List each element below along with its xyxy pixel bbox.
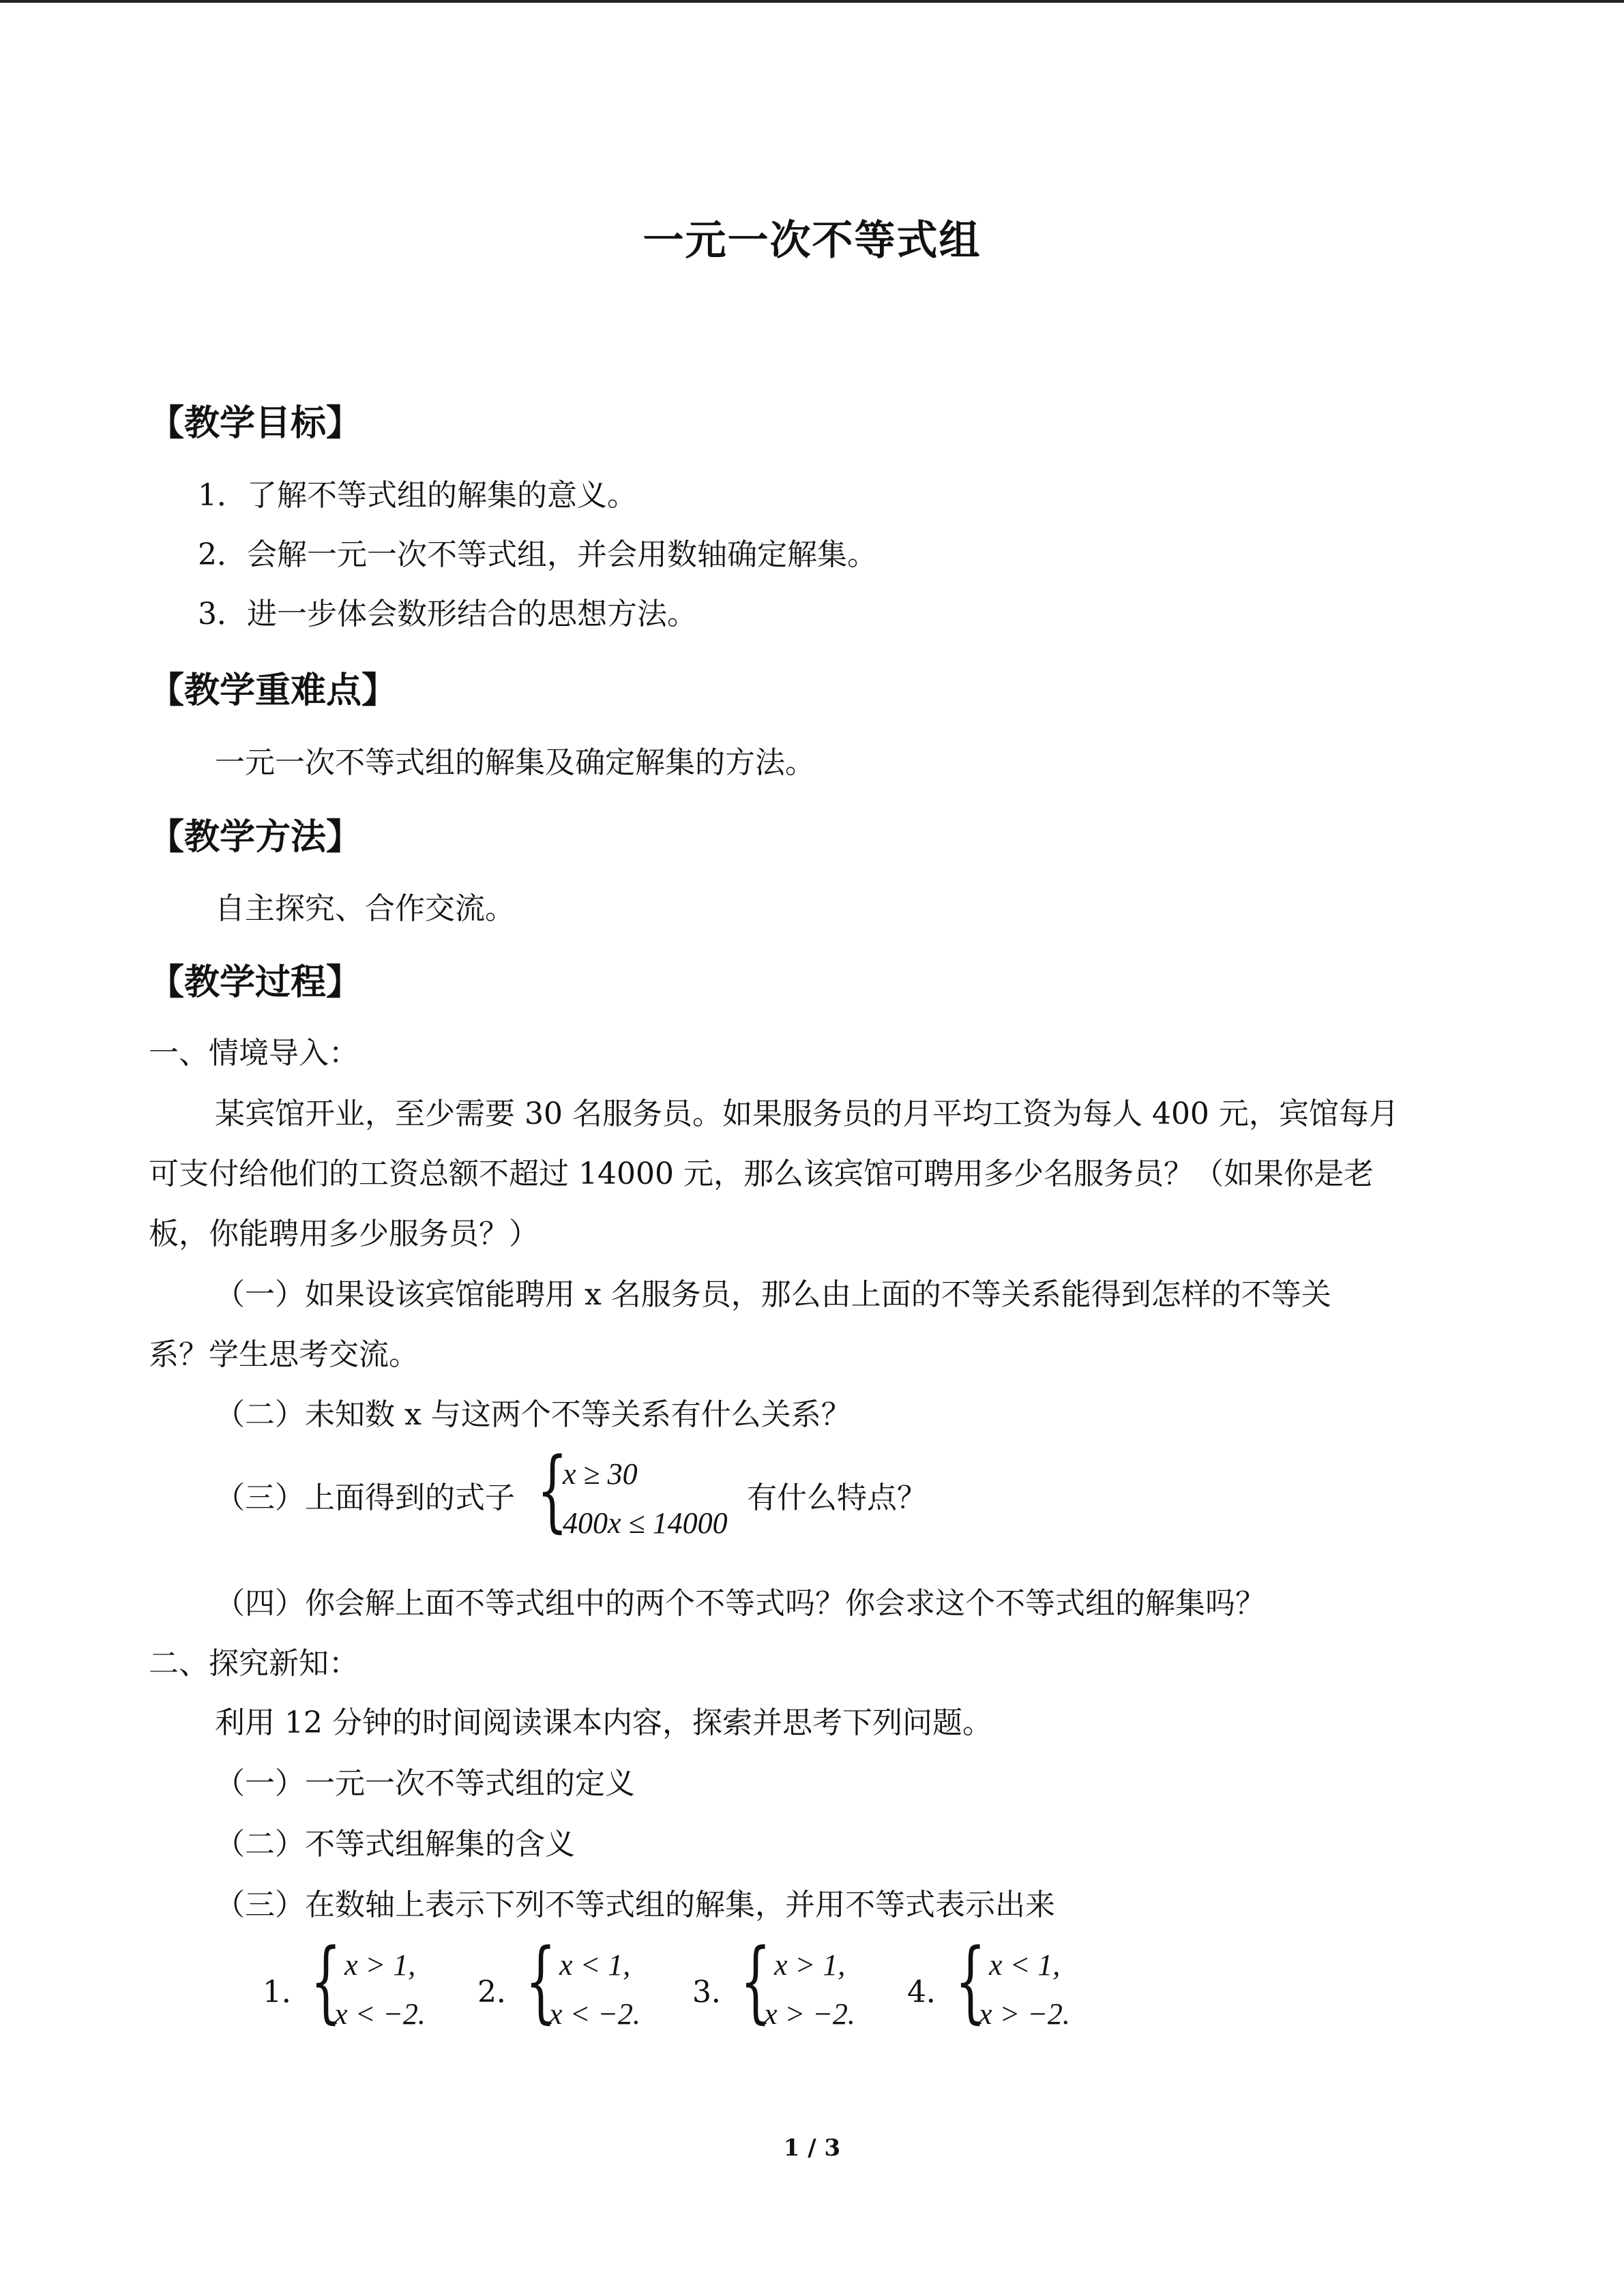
explore-question-2: （二）不等式组解集的含义 <box>215 1827 575 1862</box>
scenario-line-2: 可支付给他们的工资总额不超过 14000 元，那么该宾馆可聘用多少名服务员？（如果你是老 <box>149 1157 1374 1191</box>
question-3-suffix: 有什么特点？ <box>747 1480 927 1515</box>
heading-teaching-goals: 【教学目标】 <box>149 403 362 444</box>
system-inequality-2: x > −2. <box>764 1997 855 2031</box>
question-3-inequality-2: 400x ≤ 14000 <box>563 1506 728 1540</box>
page-number: 1 / 3 <box>783 2134 841 2162</box>
teaching-method-text: 自主探究、合作交流。 <box>215 891 515 926</box>
question-3-prefix: （三）上面得到的式子 <box>215 1480 515 1515</box>
question-4: （四）你会解上面不等式组中的两个不等式吗？你会求这个不等式组的解集吗？ <box>215 1586 1265 1621</box>
heading-key-points: 【教学重难点】 <box>149 670 398 711</box>
question-1-line-1: （一）如果设该宾馆能聘用 x 名服务员，那么由上面的不等关系能得到怎样的不等关 <box>215 1277 1331 1312</box>
system-inequality-1: x > 1, <box>774 1948 846 1982</box>
explore-intro: 利用 12 分钟的时间阅读课本内容，探索并思考下列问题。 <box>215 1705 992 1740</box>
system-inequality-2: x < −2. <box>334 1997 426 2031</box>
heading-teaching-method: 【教学方法】 <box>149 817 362 858</box>
system-brace: { <box>525 1929 557 2033</box>
key-points-text: 一元一次不等式组的解集及确定解集的方法。 <box>215 745 815 780</box>
system-number: 1． <box>263 1975 312 2010</box>
system-number: 4． <box>907 1975 956 2010</box>
explore-question-3: （三）在数轴上表示下列不等式组的解集，并用不等式表示出来 <box>215 1888 1055 1922</box>
goal-item-2: 2．会解一元一次不等式组，并会用数轴确定解集。 <box>198 537 877 572</box>
scenario-line-3: 板，你能聘用多少服务员？） <box>149 1217 539 1251</box>
goal-item-1: 1．了解不等式组的解集的意义。 <box>198 478 637 513</box>
system-inequality-2: x > −2. <box>979 1997 1070 2031</box>
system-inequality-1: x > 1, <box>344 1948 416 1982</box>
part2-title: 二、探究新知： <box>149 1646 359 1681</box>
page-title: 一元一次不等式组 <box>643 217 981 265</box>
system-brace: { <box>537 1438 568 1542</box>
system-inequality-1: x < 1, <box>989 1948 1061 1982</box>
top-border-line <box>0 0 1624 3</box>
system-inequality-1: x < 1, <box>559 1948 631 1982</box>
system-brace: { <box>310 1929 342 2033</box>
system-brace: { <box>740 1929 771 2033</box>
system-brace: { <box>955 1929 986 2033</box>
system-number: 2． <box>477 1975 527 2010</box>
part1-title: 一、情境导入： <box>149 1036 359 1071</box>
scenario-line-1: 某宾馆开业，至少需要 30 名服务员。如果服务员的月平均工资为每人 400 元，宾馆每月 <box>215 1097 1399 1131</box>
system-inequality-2: x < −2. <box>549 1997 640 2031</box>
system-number: 3． <box>692 1975 741 2010</box>
question-1-line-2: 系？学生思考交流。 <box>149 1337 419 1372</box>
goal-item-3: 3．进一步体会数形结合的思想方法。 <box>198 597 697 631</box>
heading-teaching-process: 【教学过程】 <box>149 962 362 1003</box>
question-3-inequality-1: x ≥ 30 <box>563 1457 638 1491</box>
question-2: （二）未知数 x 与这两个不等关系有什么关系？ <box>215 1397 851 1432</box>
explore-question-1: （一）一元一次不等式组的定义 <box>215 1766 635 1801</box>
